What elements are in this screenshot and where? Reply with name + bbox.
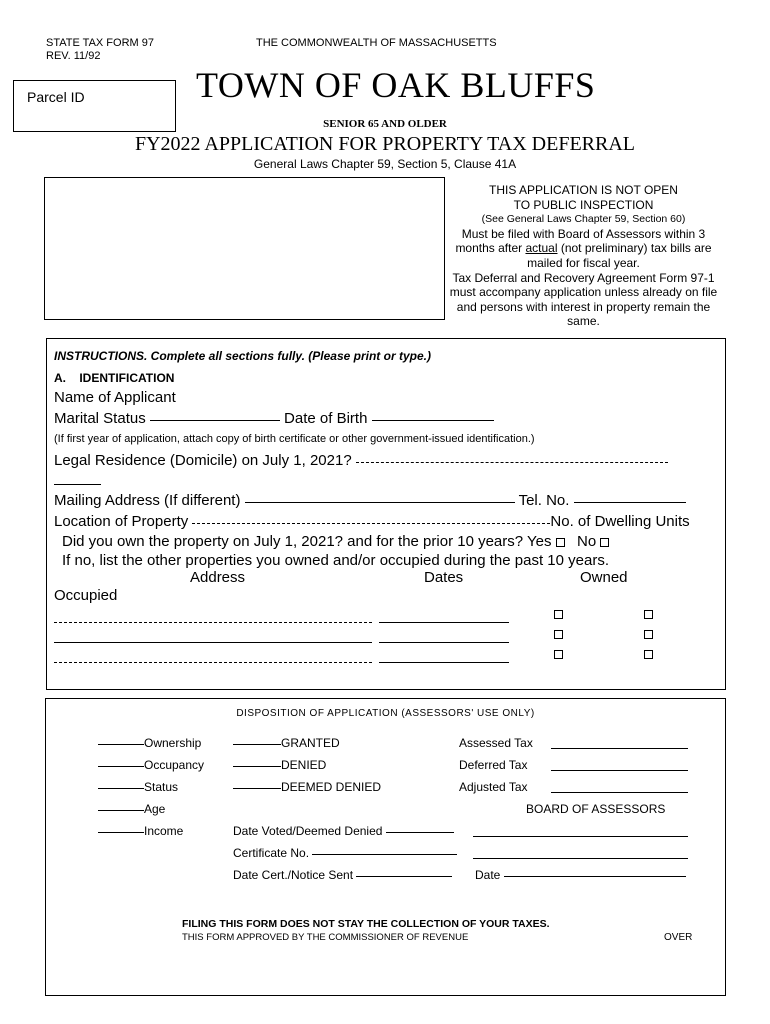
legal-residence-label: Legal Residence (Domicile) on July 1, 2021?	[54, 452, 352, 469]
own-question: Did you own the property on July 1, 2021? and for the prior 10 years?	[62, 533, 524, 550]
tel-label: Tel. No.	[518, 492, 570, 509]
property-dates-field[interactable]	[379, 622, 509, 623]
notice	[445, 183, 722, 329]
instructions-heading: INSTRUCTIONS. Complete all sections fully. (Please print or type.)	[54, 349, 431, 363]
yes-checkbox[interactable]	[556, 538, 565, 547]
deferred-tax-field[interactable]	[551, 770, 688, 771]
notice-line: Must be filed with Board of Assessors within 3	[461, 226, 706, 241]
marital-dob-row	[54, 410, 494, 427]
notice-line: THIS APPLICATION IS NOT OPEN	[489, 183, 678, 197]
legal-residence-row	[54, 452, 668, 469]
address-box[interactable]	[44, 177, 445, 320]
col-occupied: Occupied	[54, 587, 118, 604]
property-dates-field[interactable]	[379, 662, 509, 663]
owned-checkbox[interactable]	[554, 650, 563, 659]
col-dates: Dates	[424, 569, 464, 586]
occupied-checkbox[interactable]	[644, 630, 653, 639]
income-label: Income	[144, 824, 184, 838]
applicant-name-label: Name of Applicant	[54, 389, 176, 406]
board-signature-line[interactable]	[473, 858, 688, 859]
notice-line: and persons with interest in property remain the	[456, 299, 711, 314]
date-voted-label: Date Voted/Deemed Denied	[233, 824, 383, 838]
filing-notice: FILING THIS FORM DOES NOT STAY THE COLLECTION OF YOUR TAXES.	[182, 918, 550, 930]
status-field[interactable]	[98, 787, 144, 789]
occupancy-label: Occupancy	[144, 758, 205, 772]
notice-line: Tax Deferral and Recovery Agreement Form 97-1	[452, 270, 715, 285]
notice-line: mailed for fiscal year.	[527, 255, 640, 270]
property-address-field[interactable]	[54, 642, 372, 643]
property-address-field[interactable]	[54, 622, 372, 623]
residence-continuation-line[interactable]	[54, 484, 101, 485]
parcel-id-label: Parcel ID	[27, 89, 85, 105]
list-prompt: If no, list the other properties you owned and/or occupied during the past 10 years.	[62, 552, 610, 569]
over-label: OVER	[664, 932, 693, 943]
own-question-row	[62, 533, 609, 550]
id-note: (If first year of application, attach copy of birth certificate or other government-issued identification.)	[54, 433, 535, 445]
granted-label: GRANTED	[281, 736, 340, 750]
date-cert-field[interactable]	[356, 875, 452, 877]
no-checkbox[interactable]	[600, 538, 609, 547]
deemed-denied-label: DEEMED DENIED	[281, 780, 382, 794]
mailing-row	[54, 492, 686, 509]
board-label: BOARD OF ASSESSORS	[526, 802, 666, 816]
notice-line: (See General Laws Chapter 59, Section 60)	[481, 213, 686, 226]
property-dates-field[interactable]	[379, 642, 509, 643]
property-address-field[interactable]	[54, 662, 372, 663]
income-field[interactable]	[98, 831, 144, 833]
tel-field[interactable]	[574, 501, 686, 503]
subtitle: SENIOR 65 AND OLDER	[323, 118, 447, 130]
location-label: Location of Property	[54, 513, 189, 530]
certificate-label: Certificate No.	[233, 846, 310, 860]
dwelling-units-label: No. of Dwelling Units	[550, 513, 690, 530]
section-a: A. IDENTIFICATION	[54, 371, 175, 385]
adjusted-tax-field[interactable]	[551, 792, 688, 793]
owned-checkbox[interactable]	[554, 610, 563, 619]
assessed-tax-field[interactable]	[551, 748, 688, 749]
date-field[interactable]	[504, 875, 686, 877]
assessed-tax-label: Assessed Tax	[459, 736, 533, 750]
status-label: Status	[144, 780, 179, 794]
mailing-address-label: Mailing Address (If different)	[54, 492, 241, 509]
location-row	[54, 513, 690, 530]
board-signature-line[interactable]	[473, 836, 688, 837]
adjusted-tax-label: Adjusted Tax	[459, 780, 528, 794]
commonwealth: THE COMMONWEALTH OF MASSACHUSETTS	[256, 37, 497, 49]
age-label: Age	[144, 802, 166, 816]
col-owned: Owned	[580, 569, 628, 586]
ownership-field[interactable]	[98, 743, 144, 745]
notice-line: months after actual (not preliminary) tax bills are	[455, 241, 712, 256]
occupancy-field[interactable]	[98, 765, 144, 767]
deferred-tax-label: Deferred Tax	[459, 758, 528, 772]
date-voted-field[interactable]	[386, 831, 454, 833]
disposition-heading: DISPOSITION OF APPLICATION (ASSESSORS' USE ONLY)	[236, 708, 535, 719]
marital-status-field[interactable]	[150, 419, 280, 421]
ownership-label: Ownership	[144, 736, 202, 750]
occupied-checkbox[interactable]	[644, 610, 653, 619]
certificate-field[interactable]	[312, 853, 457, 855]
page-title: FY2022 APPLICATION FOR PROPERTY TAX DEFERRAL	[134, 133, 636, 155]
form-id: STATE TAX FORM 97	[46, 37, 154, 49]
law-reference: General Laws Chapter 59, Section 5, Clause 41A	[253, 157, 517, 171]
mailing-address-field[interactable]	[245, 501, 515, 503]
location-field[interactable]	[192, 522, 550, 524]
no-label: No	[577, 533, 597, 550]
notice-line: same.	[567, 314, 600, 329]
legal-residence-field[interactable]	[356, 461, 668, 463]
notice-line: TO PUBLIC INSPECTION	[513, 197, 654, 212]
denied-field[interactable]	[233, 765, 281, 767]
dob-label: Date of Birth	[284, 410, 368, 427]
dob-field[interactable]	[372, 419, 494, 421]
age-field[interactable]	[98, 809, 144, 811]
owned-checkbox[interactable]	[554, 630, 563, 639]
town-title: TOWN OF OAK BLUFFS	[196, 65, 596, 105]
yes-label: Yes	[527, 533, 552, 550]
approval-notice: THIS FORM APPROVED BY THE COMMISSIONER OF REVENUE	[182, 932, 469, 943]
marital-status-label: Marital Status	[54, 410, 146, 427]
deemed-denied-field[interactable]	[233, 787, 281, 789]
occupied-checkbox[interactable]	[644, 650, 653, 659]
granted-field[interactable]	[233, 743, 281, 745]
col-address: Address	[190, 569, 246, 586]
revision: REV. 11/92	[46, 50, 101, 62]
date-label: Date	[475, 868, 501, 882]
denied-label: DENIED	[281, 758, 327, 772]
notice-line: must accompany application unless already on file	[449, 285, 718, 300]
date-cert-label: Date Cert./Notice Sent	[233, 868, 354, 882]
